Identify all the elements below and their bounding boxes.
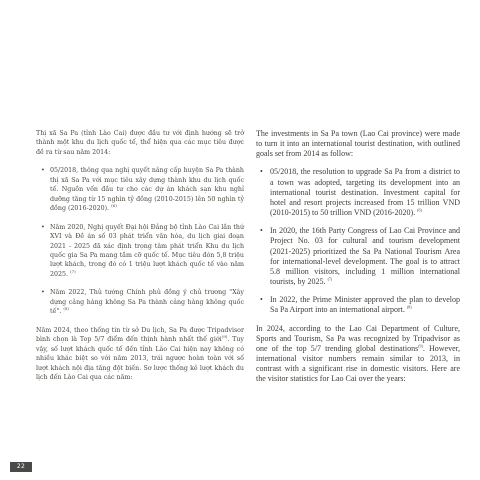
english-closing-paragraph [256,324,460,385]
bullet-marker: • [41,167,45,175]
footnote-ref: (7) [327,276,333,282]
bullet-marker: • [260,295,263,305]
list-item-text: In 2022, the Prime Minister approved the plan to develop Sa Pa Airport into an international airport. [270,295,460,315]
list-item-text: 05/2018, the resolution to upgrade Sa Pa from a district to a town was adopted, targeting its development into an international tourist destination. Investment capital for hotel and resort projects increased from 15 trillion VND (2010-2015) to 50 trillion VND (2016-2020). [270,167,460,218]
closing-text-start: Năm 2024, theo thống tin từ sở Du lịch, Sa Pa được Tripadvisor bình chọn là Top 5/7 điểm đến thịnh hành nhất thế giới [36,326,244,344]
footnote-ref: (6) [111,203,117,209]
closing-text-start: In 2024, according to the Lao Cai Department of Culture, Sports and Tourism, Sa Pa was recognized by Tripadvisor as one of the top 5/7 trending global destinations [256,323,460,353]
footnote-ref: (6) [417,207,422,213]
list-item [256,295,460,315]
vietnamese-intro-paragraph: Thị xã Sa Pa (tỉnh Lào Cai) được đầu tư với định hướng sẽ trở thành một khu du lịch quốc tế, thể hiện qua các mục tiêu được đề ra từ sau năm 2014: [36,130,244,156]
list-item [256,167,460,218]
page-number: 22 [10,462,32,472]
list-item [36,288,244,316]
bullet-marker: • [260,167,263,177]
list-item-text: 05/2018, thông qua nghị quyết nâng cấp huyện Sa Pa thành thị xã Sa Pa với mục tiêu xây dựng thành khu du lịch quốc tế. Nguồn vốn đầu tư cho các dự án khách sạn khu nghỉ dưỡng tăng từ 15 nghìn tỷ đồng (2010-2015) lên 50 nghìn tỷ đồng (2016-2020). [50,167,244,213]
closing-text-end: . Tuy vậy, số lượt khách quốc tế đến tỉnh Lào Cai hiện nay không có nhiều khác biệt so với năm 2013, trái ngược hoàn toàn với số lượt khách nội địa tăng đột biến. Sơ lược thống kê lượt khách du lịch đến Lào Cai qua các năm: [36,336,244,381]
list-item [36,166,244,213]
english-intro-paragraph: The investments in Sa Pa town (Lao Cai province) were made to turn it into an international tourist destination, with outlined goals set from 2014 as follow: [256,129,460,159]
bullet-marker: • [41,289,45,297]
bullet-marker: • [41,223,45,231]
english-goals-list [256,167,460,315]
footnote-ref: (9) [418,343,423,349]
list-item-text: Năm 2022, Thủ tướng Chính phủ đồng ý chủ trương "Xây dựng cảng hàng không Sa Pa thành cảng hàng không quốc tế". [50,289,244,316]
footnote-ref: (9) [221,334,228,340]
english-column [256,129,460,384]
vietnamese-column [36,129,244,382]
list-item [256,226,460,287]
vietnamese-closing-paragraph [36,326,244,383]
list-item-text: Năm 2020, Nghị quyết Đại hội Đảng bộ tỉnh Lào Cai lần thứ XVI và Đề án số 03 phát triển văn hóa, du lịch giai đoạn 2021 - 2025 đã xác định trọng tâm phát triển Khu du lịch quốc gia Sa Pa mang tầm cỡ quốc tế. Mục tiêu đón 5,8 triệu lượt khách, trong đó có 1 triệu lượt khách quốc tế vào năm 2025. [50,223,244,278]
vietnamese-goals-list [36,166,244,316]
list-item-text: In 2020, the 16th Party Congress of Lao Cai Province and Project No. 03 for cultural and tourism development (2021-2025) prioritized the Sa Pa National Tourism Area for international-level development. The goal is to attract 5.8 million visitors, including 1 million international tourists, by 2025. [270,226,460,287]
footnote-ref: (8) [406,304,412,310]
list-item [36,223,244,280]
footnote-ref: (7) [70,268,76,274]
bullet-marker: • [260,226,263,236]
footnote-ref: (8) [63,306,69,312]
closing-text-end: . However, international visitor numbers remain similar to 2013, in contrast with a significant rise in domestic visitors. Here are the visitor statistics for Lao Cai over the years: [256,343,461,384]
